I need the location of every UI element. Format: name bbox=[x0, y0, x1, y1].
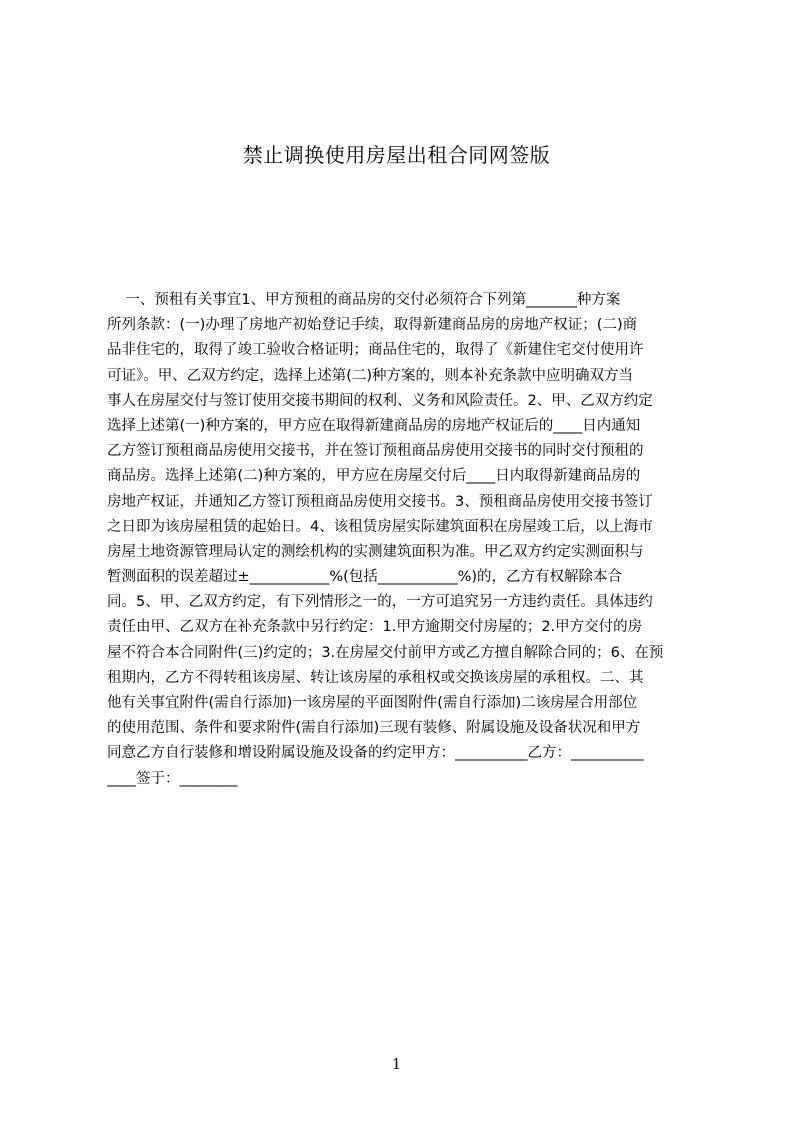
contract-body bbox=[107, 288, 697, 792]
body-line: 同意乙方自行装修和增设附属设施及设备的约定甲方：__________乙方：__________ bbox=[107, 745, 644, 762]
body-line: 同。5、甲、乙双方约定，有下列情形之一的，一方可追究另一方违约责任。具体违约 bbox=[107, 594, 653, 611]
body-line: 所列条款：(一)办理了房地产初始登记手续，取得新建商品房的房地产权证；(二)商 bbox=[107, 317, 638, 334]
body-line: 之日即为该房屋租赁的起始日。4、该租赁房屋实际建筑面积在房屋竣工后，以上海市 bbox=[107, 518, 653, 535]
document-title: 禁止调换使用房屋出租合同网签版 bbox=[242, 143, 551, 167]
body-line: 事人在房屋交付与签订使用交接书期间的权利、义务和风险责任。2、甲、乙双方约定 bbox=[107, 392, 653, 409]
body-line: 的使用范围、条件和要求附件(需自行添加)三现有装修、附属设施及设备状况和甲方 bbox=[107, 720, 641, 737]
body-line: 一、预租有关事宜1、甲方预租的商品房的交付必须符合下列第_______种方案 bbox=[107, 292, 621, 308]
page-number: 1 bbox=[391, 1055, 402, 1073]
body-line: 乙方签订预租商品房使用交接书，并在签订预租商品房使用交接书的同时交付预租的 bbox=[107, 443, 644, 460]
body-line: 他有关事宜附件(需自行添加)一该房屋的平面图附件(需自行添加)二该房屋合用部位 bbox=[107, 695, 638, 711]
body-line: 租期内，乙方不得转租该房屋、转让该房屋的承租权或交换该房屋的承租权。二、其 bbox=[107, 669, 644, 686]
body-line: 房地产权证，并通知乙方签订预租商品房使用交接书。3、预租商品房使用交接书签订 bbox=[107, 493, 653, 510]
body-line: 商品房。选择上述第(二)种方案的，甲方应在房屋交付后____日内取得新建商品房的 bbox=[107, 468, 641, 485]
body-line: 屋不符合本合同附件(三)约定的；3.在房屋交付前甲方或乙方擅自解除合同的；6、在预 bbox=[107, 644, 664, 661]
body-line: 暂测面积的误差超过±___________%(包括___________%)的，乙方有权解除本合 bbox=[107, 569, 623, 586]
body-line: 品非住宅的，取得了竣工验收合格证明；商品住宅的，取得了《新建住宅交付使用许 bbox=[107, 342, 644, 359]
body-line: ____签于：________ bbox=[107, 770, 238, 787]
body-line: 责任由甲、乙双方在补充条款中另行约定：1.甲方逾期交付房屋的；2.甲方交付的房 bbox=[107, 619, 643, 636]
body-line: 房屋土地资源管理局认定的测绘机构的实测建筑面积为准。甲乙双方约定实测面积与 bbox=[107, 543, 644, 560]
body-line: 可证》。甲、乙双方约定，选择上述第(二)种方案的，则本补充条款中应明确双方当 bbox=[107, 367, 634, 384]
body-line: 选择上述第(一)种方案的，甲方应在取得新建商品房的房地产权证后的____日内通知 bbox=[107, 417, 641, 434]
